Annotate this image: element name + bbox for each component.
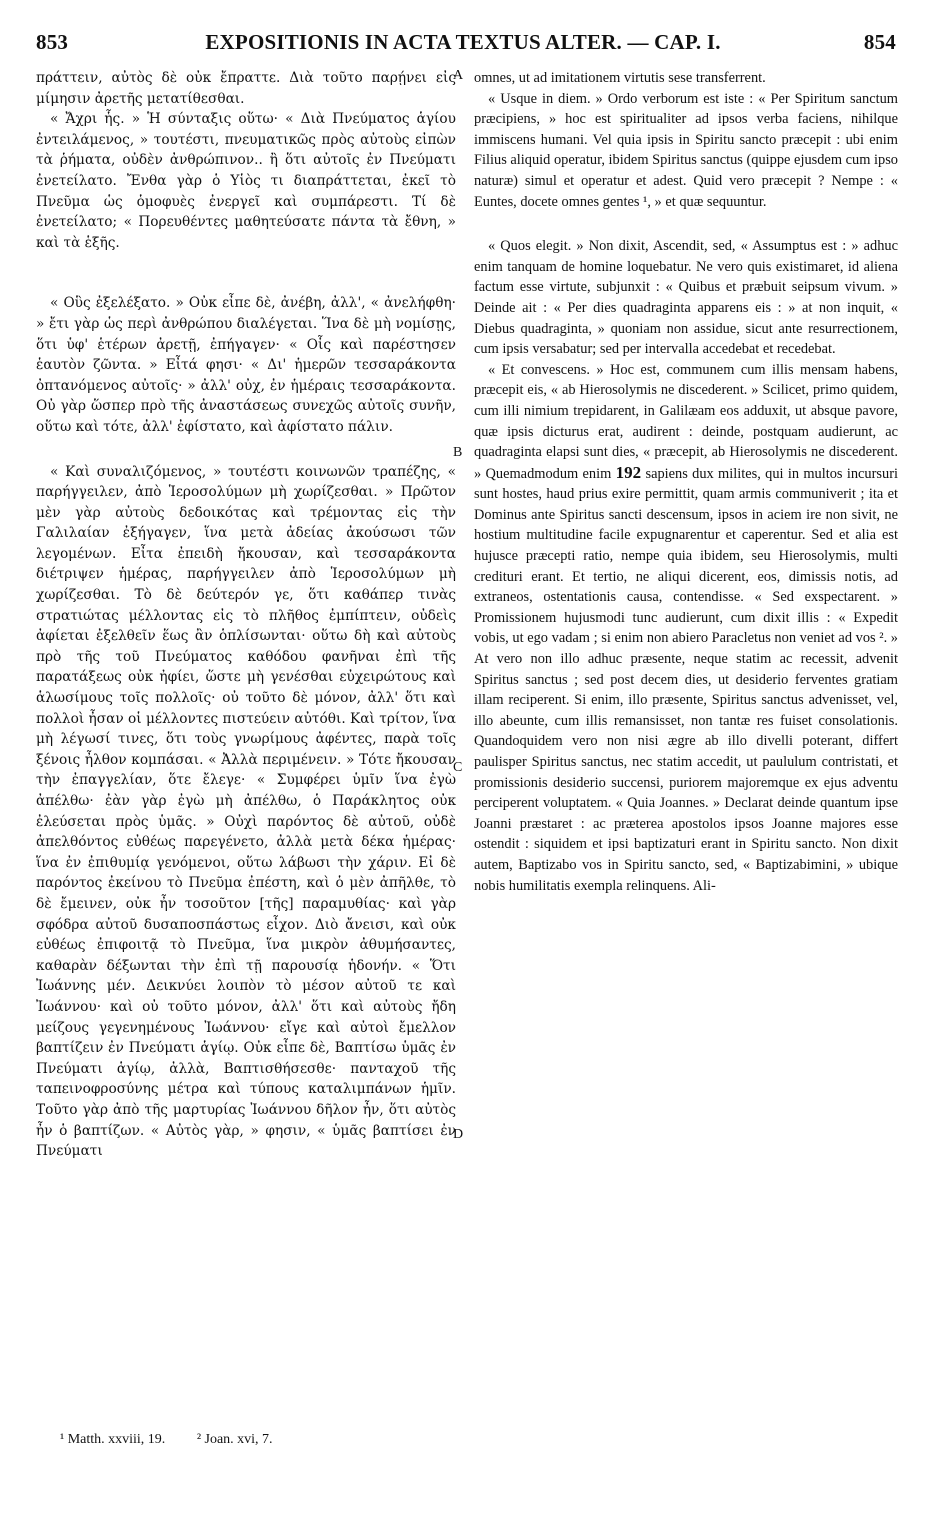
margin-letter-a: A [453,68,464,83]
latin-column [474,68,898,896]
latin-paragraph [474,360,898,896]
greek-paragraph: « Καὶ συναλιζόμενος, » τουτέστι κοινωνῶν τραπέζης, « παρήγγειλεν, ἀπὸ Ἱεροσολύμων μὴ χωρίζεσθαι. » Πρῶτον μὲν γὰρ αὐτοὺς δεδοικότας καὶ τρέμοντας εἰς τὴν Γαλιλαίαν ἐξήγαγεν, ἵνα μετὰ ἀδείας ἀκούσωσι τῶν λεγομένων. Εἶτα ἐπειδὴ ἤκουσαν, καὶ τεσσαράκοντα διέτριψεν ἡμέρας, παρήγγειλεν ἀπὸ Ἱεροσολύμων μὴ χωρίζεσθαι. Τὸ δὲ δεύτερόν γε, ὅτι καθάπερ τινὰς στρατιώτας μέλλοντας εἰς τὸ πλῆθος ἐμπίπτειν, οὐδεὶς ἀφίεται ἐξελθεῖν ἕως ἂν ὁπλίσωνται· οὕτω δὴ καὶ αὐτοὺς πρὸ τῆς τοῦ Πνεύματος καθόδου φανῆναι ἐπὶ τῆς παρατάξεως οὐκ ἠφίει, ὥστε μὴ γενέσθαι εὐχειρώτους καὶ ἁλωσίμους τοῖς πολλοῖς· οὐ τοῦτο δὲ μόνον, ἀλλ' ὅτι καὶ πολλοὶ ἦσαν οἱ μέλλοντες πιστεύειν αὐτόθι. Καὶ τρίτον, ἵνα μὴ λέγωσί τινες, ὅτι τοὺς γνωρίμους ἀφέντες, παρὰ τοῖς ξένοις ἦλθον κομπάσαι. « Ἀλλὰ περιμένειν. » Τότε ἤκουσαν τὴν ἐπαγγελίαν, ὅτε ἔλεγε· « Συμφέρει ὑμῖν ἵνα ἐγὼ ἀπέλθω· ἐὰν γὰρ ἐγὼ μὴ ἀπέλθω, ὁ Παράκλητος οὐκ ἐλεύσεται πρὸς ὑμᾶς. » Οὐχὶ παρόντος δὲ αὐτοῦ, οὐδὲ ἀπελθόντος εὐθέως παρεγένετο, ἀλλὰ μετὰ δέκα ἡμέρας· ἵνα ἐν ἐπιθυμίᾳ γενόμενοι, οὕτω λάβωσι τὴν χάριν. Εἰ δὲ παρόντος ἐκείνου τὸ Πνεῦμα ἐπέστη, καὶ ὁ μὲν ἀπῆλθε, τὸ δὲ ἔμεινεν, οὐκ ἦν τοσοῦτον [τῆς] παραμυθίας· καὶ γὰρ σφόδρα αὐτοῦ δυσαποσπάστως εἶχον. Διὸ ἄνεισι, καὶ οὐκ εὐθέως ἐπιφοιτᾷ τὸ Πνεῦμα, ἵνα μικρὸν ἀθυμήσαντες, καθαρὰν δέξωνται τὴν ἐπὶ τῇ παρουσίᾳ ἡδονήν. « Ὅτι Ἰωάννης μέν. Δεικνύει λοιπὸν τὸ μέσον αὐτοῦ τε καὶ Ἰωάννου· καὶ οὐ τοῦτο μόνον, ἀλλ' ὅτι καὶ αὐτοὺς ἤδη μείζους γεγενημένους Ἰωάννου· εἴγε καὶ αὐτοὶ ἔμελλον βαπτίζειν ἐν Πνεύματι ἁγίῳ. Οὐκ εἶπε δὲ, Βαπτίσω ὑμᾶς ἐν Πνεύματι ἁγίῳ, ἀλλὰ, Βαπτισθήσεσθε· πανταχοῦ τῆς ταπεινοφροσύνης μέτρα καὶ τύπους καταλιμπάνων ἡμῖν. Τοῦτο γὰρ ἀπὸ τῆς μαρτυρίας Ἰωάννου δῆλον ἦν, ὅτι αὐτὸς ἦν ὁ βαπτίζων. « Αὐτὸς γὰρ, » φησιν, « ὑμᾶς βαπτίσει ἐν Πνεύματι [36,463,456,1160]
footnote: ¹ Matth. xxviii, 19. [60,1432,166,1447]
page-number-right: 854 [863,30,896,54]
footnotes [60,1432,460,1448]
running-title: EXPOSITIONIS IN ACTA TEXTUS ALTER. — CAP. I. [205,30,721,54]
greek-paragraph: « Οὓς ἐξελέξατο. » Οὐκ εἶπε δὲ, ἀνέβη, ἀλλ', « ἀνελήφθη· » ἔτι γὰρ ὡς περὶ ἀνθρώπου διαλέγεται. Ἵνα δὲ μὴ νομίσῃς, ὅτι ὑφ' ἑτέρων ἀρετῇ, ἐπήγαγεν· « Οἷς καὶ παρέστησεν ἑαυτὸν ζῶντα. » Εἶτά φησι· « Δι' ἡμερῶν τεσσαράκοντα ὀπτανόμενος αὐτοῖς· » ἀλλ' οὐχ, ἐν ἡμέραις τεσσαράκοντα. Οὐ γὰρ ὥσπερ πρὸ τῆς ἀναστάσεως συνεχῶς αὐτοῖς συνῆν, οὕτω καὶ τότε, ἀλλ' ἐφίστατο, καὶ ἀφίστατο πάλιν. [36,295,456,435]
margin-letter-c: C [453,760,463,775]
running-header [30,30,896,60]
margin-letter-b: B [453,445,463,460]
latin-paragraph: « Usque in diem. » Ordo verborum est iste : « Per Spiritum sanctum præcipiens, » hoc est spiritualiter ad ipsos verba faciens, nihilque immiscens humani. Vel quia ipsis in Spiritu sancto præcepit : ubi enim Filius aliquid operatur, ibidem Spiritus sanctus (quippe ejusdem cum ipso naturæ) simul et operatur et adest. Quid vero præcepit ? Nempe : « Euntes, docete omnes gentes ¹, » et quæ sequuntur. [474,90,898,210]
latin-paragraph: « Quos elegit. » Non dixit, Ascendit, sed, « Assumptus est : » adhuc enim tanquam de homine loquebatur. Ne vero quis existimaret, id aliena factum esse virtute, subjunxit : « Quibus et præbuit seipsum vivum. » Deinde ait : « Per dies quadraginta apparens eis : » at non inquit, « Diebus quadraginta, » quoniam non assidue, sicut ante resurrectionem, cum ipsis versabatur; sed per intervalla accedebat et recedebat. [474,238,898,358]
footnote: ² Joan. xvi, 7. [196,1432,273,1447]
greek-column [36,68,456,1162]
margin-letter-d: D [453,1127,464,1142]
latin-paragraph: omnes, ut ad imitationem virtutis sese transferrent. [474,70,766,86]
greek-paragraph: « Ἄχρι ἧς. » Ἡ σύνταξις οὕτω· « Διὰ Πνεύματος ἁγίου ἐντειλάμενος, » τουτέστι, πνευματικῶς πρὸς αὐτοὺς εἰπὼν τὰ ῥήματα, οὐδὲν ἀνθρώπινον.. ἢ ὅτι αὐτοῖς ἐν Πνεύματι ἐνετείλατο. Ἔνθα γὰρ ὁ Υἱὸς τι διαπράττεται, ἐκεῖ τὸ Πνεῦμα ὡς ὁμοφυὲς ἐνεργεῖ καὶ συμπάρεστι. Τί δὲ ἐνετείλατο; « Πορευθέντες μαθητεύσατε πάντα τὰ ἔθνη, » καὶ τὰ ἑξῆς. [36,111,456,251]
page-number-left: 853 [36,30,69,54]
latin-text: « Et convescens. » Hoc est, communem cum illis mensam habens, præcepit eis, « ab Hierosolymis ne discederent. » Scilicet, primo quidem, cum illi nimium trepidarent, in Galilæam eos adduxit, ut absque pavore, quæ ipsis dicturus erat, audirent : deinde, postquam audierunt, ac quadraginta elapsi sunt dies, « præcepit, ab Hierosolymis ne discederent. » Quemadmodum enim [474,361,898,482]
column-number: 192 [615,462,642,482]
latin-text: sapiens dux milites, qui in multos incursuri sunt hostes, haud prius exire permittit, quam armis communiverit ; ita et Dominus ante Spiritus sancti descensum, ipsos in aciem ire non sivit, ne hostium multitudine facile expugnarentur et caperentur. Sed et alia est hujusce præcepti ratio, nempe quia ibidem, seu Hierosolymis, multi credituri erant. Et tertio, ne aliqui dicerent, eos, dimissis notis, ad extraneos, ostentationis causa, contendisse. « Sed exspectarent. » Promissionem hujusmodi tunc audierunt, cum dixit illis : « Expedit vobis, ut ego vadam ; si enim non abiero Paracletus non veniet ad vos ². » At vero non illo adhuc præsente, neque statim ac recessit, advenit Spiritus sanctus ; sed post decem dies, ut desiderio ferventes gratiam illam reciperent. Si enim, illo præsente, Spiritus sanctus advenisset, vel, illo abeunte, cum illis remansisset, non tantæ res fuiset consolationis. Quandoquidem vero non nisi ægre ab illo divelli poterant, differt paulisper Spiritus sanctus, nec statim accedit, ut paululum contristati, et promissionis desiderio succensi, puriorem majoremque ex ejus adventu perciperent voluptatem. « Quia Joannes. » Declarat deinde quantum ipse Joanni præstaret : ac præterea apostolos ipsos Joanne majores esse ostendit : siquidem et ipsi baptizaturi erant in Spiritu sancto. Non dixit autem, Baptizabo vos in Spiritu sancto, sed, « Baptizabimini, » ubique nobis humilitatis exempla relinquens. Ali- [474,465,898,894]
greek-paragraph: πράττειν, αὐτὸς δὲ οὐκ ἔπραττε. Διὰ τοῦτο παρῄνει εἰς μίμησιν ἀρετῆς μετατίθεσθαι. [36,70,456,107]
